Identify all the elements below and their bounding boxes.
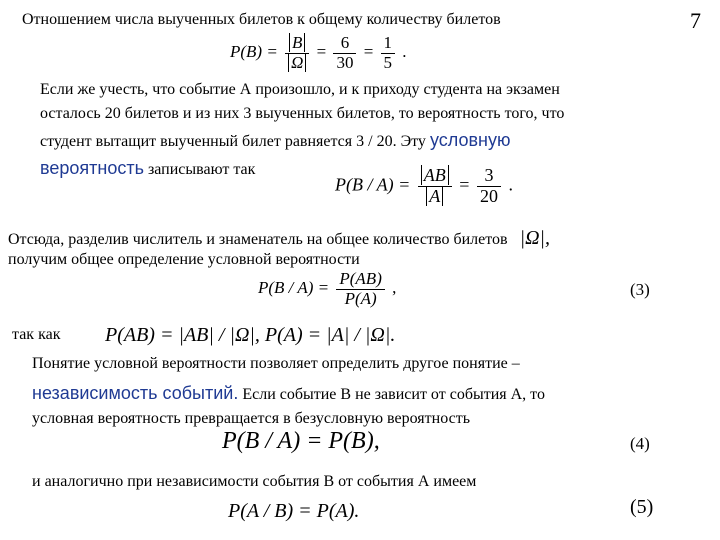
- fraction-numerator: P(AB): [336, 270, 384, 290]
- paragraph-line: осталось 20 билетов и из них 3 выученных билетов, то вероятность того, что: [40, 105, 565, 122]
- formula-pab-pa: P(AB) = |AB| / |Ω|, P(A) = |A| / |Ω|.: [105, 324, 396, 346]
- term-conditional: условную: [429, 130, 511, 150]
- equation-number-3: (3): [630, 280, 650, 299]
- fraction-b-omega: [285, 34, 309, 72]
- formula-p-b: [230, 34, 407, 72]
- equation-number-5: (5): [630, 496, 654, 518]
- fraction-numerator: 3: [477, 166, 501, 187]
- paragraph-line: [40, 158, 255, 180]
- fraction-denominator: 20: [479, 185, 498, 206]
- equals-sign: =: [459, 174, 470, 195]
- paragraph-line: [40, 130, 510, 152]
- fraction-denominator: P(A): [344, 288, 377, 308]
- formula-independence-b: P(B / A) = P(B),: [222, 428, 380, 454]
- text-segment: Отсюда, разделив числитель и знаменатель на общее количество билетов: [8, 231, 508, 248]
- omega-abs: |Ω|,: [519, 227, 551, 249]
- fraction-6-30: [333, 34, 356, 72]
- paragraph-line: Понятие условной вероятности позволяет определить другое понятие –: [32, 355, 520, 372]
- formula-lhs: P(B / A) =: [258, 278, 330, 298]
- formula-independence-a: P(A / B) = P(A).: [228, 500, 360, 522]
- equation-number-4: (4): [630, 434, 650, 453]
- paragraph-line: получим общее определение условной вероятности: [8, 251, 360, 268]
- page-number: 7: [690, 8, 701, 33]
- fraction-denominator: 30: [336, 52, 354, 72]
- text-segment: Если событие В не зависит от события А, то: [242, 386, 545, 403]
- abs-b: B: [289, 33, 305, 52]
- fraction-3-20: [477, 166, 501, 207]
- formula-conditional-prob: [335, 166, 513, 207]
- formula-lhs: P(B / A) =: [335, 174, 411, 195]
- text-segment: записывают так: [147, 161, 256, 178]
- formula-end: .: [508, 174, 513, 195]
- fraction-1-5: [381, 34, 396, 72]
- formula-conditional-def: [258, 270, 396, 308]
- paragraph-line: и аналогично при независимости события В от события А имеем: [32, 473, 477, 490]
- paragraph-intro: Отношением числа выученных билетов к общему количеству билетов: [22, 11, 501, 28]
- formula-lhs: P(B) =: [230, 42, 278, 62]
- fraction-pab-pa: [336, 270, 384, 308]
- equals-sign: =: [316, 42, 327, 62]
- abs-ab: AB: [421, 165, 449, 185]
- paragraph-line: Если же учесть, что событие А произошло, и к приходу студента на экзамен: [40, 81, 560, 98]
- paragraph-line: [8, 228, 550, 250]
- fraction-ab-a: [418, 166, 452, 207]
- term-independence: независимость событий.: [32, 383, 239, 403]
- fraction-denominator: 5: [383, 52, 393, 72]
- paragraph-line: [32, 383, 545, 405]
- fraction-numerator: 6: [333, 34, 356, 54]
- abs-omega: Ω: [288, 53, 306, 72]
- paragraph-line: условная вероятность превращается в безусловную вероятность: [32, 410, 470, 427]
- formula-end: .: [402, 42, 407, 62]
- text-segment: студент вытащит выученный билет равняется 3 / 20. Эту: [40, 133, 426, 150]
- fraction-numerator: 1: [381, 34, 396, 54]
- term-probability: вероятность: [40, 158, 144, 178]
- abs-a: A: [426, 186, 443, 206]
- paragraph-since: так как: [12, 326, 61, 343]
- formula-end: ,: [392, 278, 397, 298]
- equals-sign: =: [363, 42, 374, 62]
